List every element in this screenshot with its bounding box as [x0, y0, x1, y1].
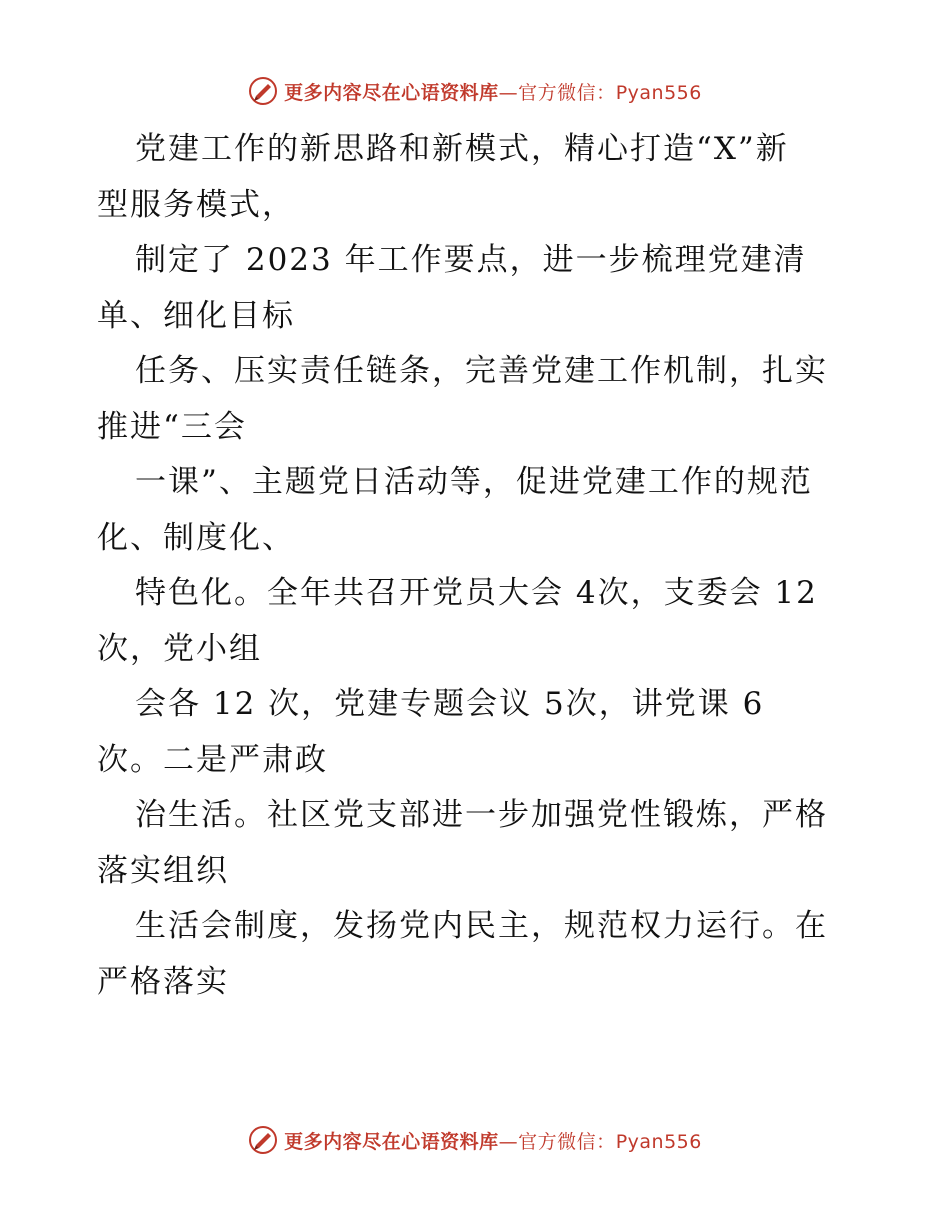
banner-main-text: 更多内容尽在心语资料库	[284, 81, 499, 104]
banner-official-label: 官方微信：	[518, 81, 616, 104]
text-line: 推进“三会	[97, 408, 247, 445]
text-line: 特色化。全年共召开党员大会 4次，支委会 12	[135, 575, 818, 611]
text-line: 党建工作的新思路和新模式，精心打造“X”新	[135, 131, 789, 167]
banner-wechat-id: Pyan556	[615, 81, 702, 104]
text-line: 任务、压实责任链条，完善党建工作机制，扎实	[135, 353, 828, 389]
text-line: 一课”、主题党日活动等，促进党建工作的规范	[135, 464, 813, 500]
header-banner	[0, 71, 950, 111]
banner-text	[284, 78, 702, 105]
text-line: 严格落实	[97, 963, 229, 1000]
text-line: 化、制度化、	[97, 519, 295, 556]
text-line: 次，党小组	[97, 630, 262, 667]
banner-official-label: 官方微信：	[518, 1130, 616, 1153]
footer-banner	[0, 1120, 950, 1160]
banner-text	[284, 1127, 702, 1154]
text-line: 治生活。社区党支部进一步加强党性锻炼，严格	[135, 797, 828, 833]
text-line: 次。二是严肃政	[97, 741, 328, 778]
banner-main-text: 更多内容尽在心语资料库	[284, 1130, 499, 1153]
banner-separator: —	[498, 1130, 519, 1153]
text-line: 单、细化目标	[97, 297, 295, 334]
banner-separator: —	[498, 81, 519, 104]
text-line: 生活会制度，发扬党内民主，规范权力运行。在	[135, 908, 828, 944]
document-body	[97, 122, 857, 1010]
logo-icon	[248, 76, 278, 106]
text-line: 会各 12 次，党建专题会议 5次，讲党课 6	[135, 686, 765, 722]
logo-icon	[248, 1125, 278, 1155]
text-line: 落实组织	[97, 852, 229, 889]
banner-wechat-id: Pyan556	[615, 1130, 702, 1153]
text-line: 型服务模式，	[97, 186, 295, 223]
text-line: 制定了 2023 年工作要点，进一步梳理党建清	[135, 242, 807, 278]
